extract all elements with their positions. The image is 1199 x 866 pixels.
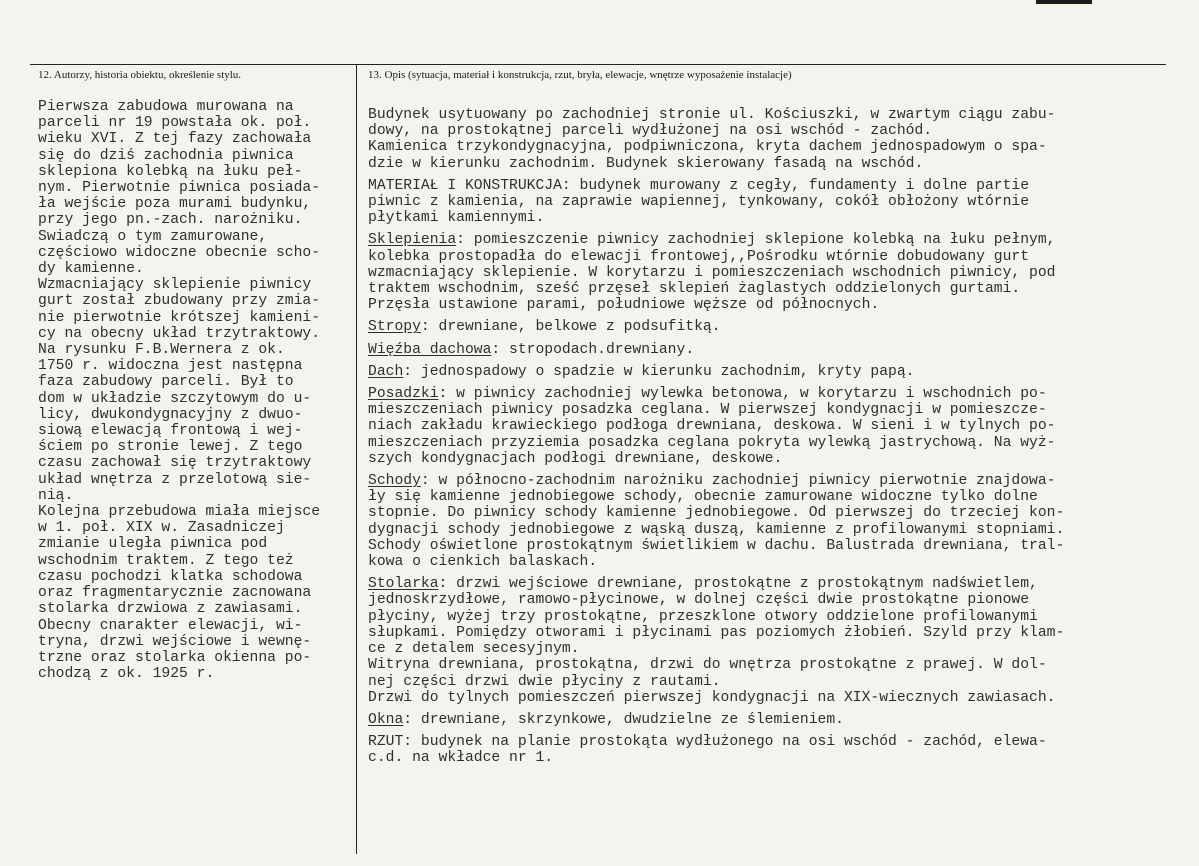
description-line-with-label <box>368 473 1168 489</box>
description-text-line: Witryna drewniana, prostokątna, drzwi do wnętrza prostokątne z prawej. W dol- <box>368 657 1047 674</box>
description-text-line: MATERIAŁ I KONSTRUKCJA: budynek murowany z cegły, fundamenty i dolne partie <box>368 177 1030 194</box>
description-text-line: słupkami. Pomiędzy otworami i płycinami pas poziomych żłobień. Szyld przy klam- <box>368 624 1065 641</box>
history-text-line: Na rysunku F.B.Wernera z ok. <box>38 342 285 359</box>
description-line-with-label <box>368 576 1168 592</box>
description-paragraph <box>368 178 1168 227</box>
description-text: : stropodach.drewniany. <box>491 341 695 358</box>
description-paragraph <box>368 473 1168 570</box>
description-paragraph <box>368 364 1168 380</box>
history-text-line: wschodnim traktem. Z tego też <box>38 552 294 569</box>
history-text-line: licy, dwukondygnacyjny z dwuo- <box>38 406 303 423</box>
history-text-line: faza zabudowy parceli. Był to <box>38 374 294 391</box>
history-text-line: sklepiona kolebką na łuku peł- <box>38 163 303 180</box>
history-text-line: wieku XVI. Z tej fazy zachowała <box>38 131 312 148</box>
description-text-line: Drzwi do tylnych pomieszczeń pierwszej kondygnacji na XIX-wiecznych zawiasach. <box>368 689 1056 706</box>
section-label: Dach <box>368 363 404 380</box>
description-text-line: dzie w kierunku zachodnim. Budynek skierowany fasadą na wschód. <box>368 155 924 172</box>
history-text-line: Wzmacniający sklepienie piwnicy <box>38 277 312 294</box>
history-text-line: Swiadczą o tym zamurowane, <box>38 228 268 245</box>
description-text-line: dygnacji schody jednobiegowe z wąską duszą, kamienne z profilowanymi stopniami. <box>368 521 1065 538</box>
description-paragraph <box>368 319 1168 335</box>
description-line-with-label <box>368 342 1168 358</box>
description-text-line: płyciny, wyżej trzy prostokątne, przeszklone otwory oddzielone profilowanymi <box>368 608 1038 625</box>
history-text-line: Pierwsza zabudowa murowana na <box>38 99 294 115</box>
description-text-line: dowy, na prostokątnej parceli wydłużonej na osi wschód - zachód. <box>368 123 933 140</box>
description-text-line: płytkami kamiennymi. <box>368 210 545 227</box>
header-rule <box>30 64 1166 65</box>
description-column <box>368 107 1168 773</box>
history-text-line: tryna, drzwi wejściowe i wewnę- <box>38 633 312 650</box>
history-text-line: 1750 r. widoczna jest następna <box>38 358 303 375</box>
history-text-line: czasu zachował się trzytraktowy <box>38 455 312 472</box>
description-text-line: niach zakładu krawieckiego podłoga drewniana, deskowa. W sieni i w tylnych po- <box>368 418 1056 435</box>
description-text-line: kowa o cienkich balaskach. <box>368 554 598 571</box>
description-paragraph <box>368 386 1168 467</box>
history-text-line: stolarka drzwiowa z zawiasami. <box>38 601 303 618</box>
description-text-line: traktem wschodnim, sześć przęseł sklepień żaglastych oddzielonych gurtami. <box>368 281 1021 298</box>
section-label: Więźba dachowa <box>368 341 492 358</box>
column-divider <box>356 64 357 854</box>
description-text-line: Budynek usytuowany po zachodniej stronie ul. Kościuszki, w zwartym ciągu zabu- <box>368 107 1056 123</box>
history-column <box>38 99 354 682</box>
description-text-line: szych kondygnacjach podłogi drewniane, deskowe. <box>368 450 783 467</box>
section-label: Okna <box>368 711 404 728</box>
history-text-line: czasu pochodzi klatka schodowa <box>38 568 303 585</box>
description-text-line: RZUT: budynek na planie prostokąta wydłużonego na osi wschód - zachód, elewa- <box>368 734 1047 751</box>
description-text: : pomieszczenie piwnicy zachodniej sklepione kolebką na łuku pełnym, <box>456 232 1056 249</box>
description-line-with-label <box>368 232 1168 248</box>
description-text-line: stopnie. Do piwnicy schody kamienne jednobiegowe. Od pierwszej do trzeciej kon- <box>368 505 1065 522</box>
description-line-with-label <box>368 319 1168 335</box>
description-text-line: mieszczeniach przyziemia posadzka ceglana pokryta wylewką jastrychową. Na wyż- <box>368 434 1056 451</box>
section-label: Stropy <box>368 319 421 336</box>
history-text-line: Obecny cnarakter elewacji, wi- <box>38 617 303 634</box>
description-paragraph <box>368 712 1168 728</box>
description-text-line: kolebka prostopadła do elewacji frontowej,,Pośrodku wtórnie dobudowany gurt <box>368 248 1030 265</box>
description-text: : drewniane, skrzynkowe, dwudzielne ze ślemieniem. <box>403 711 844 728</box>
history-text-line: gurt został zbudowany przy zmia- <box>38 293 321 310</box>
history-text-line: nią. <box>38 487 74 504</box>
history-text-line: Kolejna przebudowa miała miejsce <box>38 504 321 521</box>
section-label: Schody <box>368 473 421 490</box>
description-text: : w piwnicy zachodniej wylewka betonowa, w korytarzu i wschodnich po- <box>438 386 1047 403</box>
description-paragraph <box>368 734 1168 766</box>
description-paragraph <box>368 576 1168 706</box>
description-text-line: wzmacniający sklepienie. W korytarzu i pomieszczeniach wschodnich piwnicy, pod <box>368 264 1056 281</box>
history-text-line: cy na obecny układ trzytraktowy. <box>38 325 321 342</box>
history-text-line: przy jego pn.-zach. narożniku. <box>38 212 303 229</box>
history-text-line: oraz fragmentarycznie zacnowana <box>38 585 312 602</box>
description-line-with-label <box>368 364 1168 380</box>
history-text-line: nie pierwotnie krótszej kamieni- <box>38 309 321 326</box>
history-text-line: dy kamienne. <box>38 261 144 278</box>
description-text-line: nej części drzwi dwie płyciny z rautami. <box>368 673 721 690</box>
description-text: : w północno-zachodnim narożniku zachodniej piwnicy pierwotnie znajdowa- <box>420 473 1056 490</box>
description-text-line: ce z detalem secesyjnym. <box>368 641 580 658</box>
history-text-line: dom w układzie szczytowym do u- <box>38 390 312 407</box>
section-label: Sklepienia <box>368 232 457 249</box>
history-text-line: ła wejście poza murami budynku, <box>38 196 312 213</box>
description-text-line: Kamienica trzykondygnacyjna, podpiwniczona, kryta dachem jednospadowym o spa- <box>368 139 1047 156</box>
section-13-heading: 13. Opis (sytuacja, materiał i konstrukcja, rzut, bryła, elewacje, wnętrze wyposażenie instalacje) <box>368 69 792 81</box>
description-text-line: Schody oświetlone prostokątnym świetlikiem w dachu. Balustrada drewniana, tral- <box>368 537 1065 554</box>
description-text-line: ły się kamienne jednobiegowe schody, obecnie zamurowane widoczne tylko dolne <box>368 489 1038 506</box>
history-text-line: siową elewacją frontową i wej- <box>38 423 303 440</box>
description-text-line: c.d. na wkładce nr 1. <box>368 750 554 767</box>
description-text: : drzwi wejściowe drewniane, prostokątne z prostokątnym nadświetlem, <box>438 576 1038 593</box>
history-text-line: parceli nr 19 powstała ok. poł. <box>38 115 312 132</box>
history-text-line: chodzą z ok. 1925 r. <box>38 666 215 683</box>
description-text-line: jednoskrzydłowe, ramowo-płycinowe, w dolnej części dwie prostokątne pionowe <box>368 592 1030 609</box>
description-line-with-label <box>368 386 1168 402</box>
description-text-line: mieszczeniach piwnicy posadzka ceglana. W pierwszej kondygnacji w pomieszcze- <box>368 402 1047 419</box>
section-12-heading: 12. Autorzy, historia obiektu, określenie stylu. <box>38 69 242 81</box>
description-text: : drewniane, belkowe z podsufitką. <box>420 319 721 336</box>
history-text-line: nym. Pierwotnie piwnica posiada- <box>38 180 321 197</box>
history-text-line: trzne oraz stolarka okienna po- <box>38 649 312 666</box>
history-text-line: częściowo widoczne obecnie scho- <box>38 244 321 261</box>
history-text-line: układ wnętrza z przelotową sie- <box>38 471 312 488</box>
history-text-line: ściem po stronie lewej. Z tego <box>38 439 303 456</box>
history-text-line: zmianie uległa piwnica pod <box>38 536 268 553</box>
scan-edge-mark <box>1036 0 1092 4</box>
description-paragraph <box>368 107 1168 172</box>
description-text-line: Przęsła ustawione parami, południowe węższe od północnych. <box>368 297 880 314</box>
description-text-line: piwnic z kamienia, na zaprawie wapiennej, tynkowany, cokół obłożony wtórnie <box>368 194 1030 211</box>
section-label: Stolarka <box>368 576 439 593</box>
description-paragraph <box>368 232 1168 313</box>
history-text-line: w 1. poł. XIX w. Zasadniczej <box>38 520 285 537</box>
description-text: : jednospadowy o spadzie w kierunku zachodnim, kryty papą. <box>403 363 915 380</box>
description-paragraph <box>368 342 1168 358</box>
description-line-with-label <box>368 712 1168 728</box>
section-label: Posadzki <box>368 386 439 403</box>
history-text-line: się do dziś zachodnia piwnica <box>38 147 294 164</box>
